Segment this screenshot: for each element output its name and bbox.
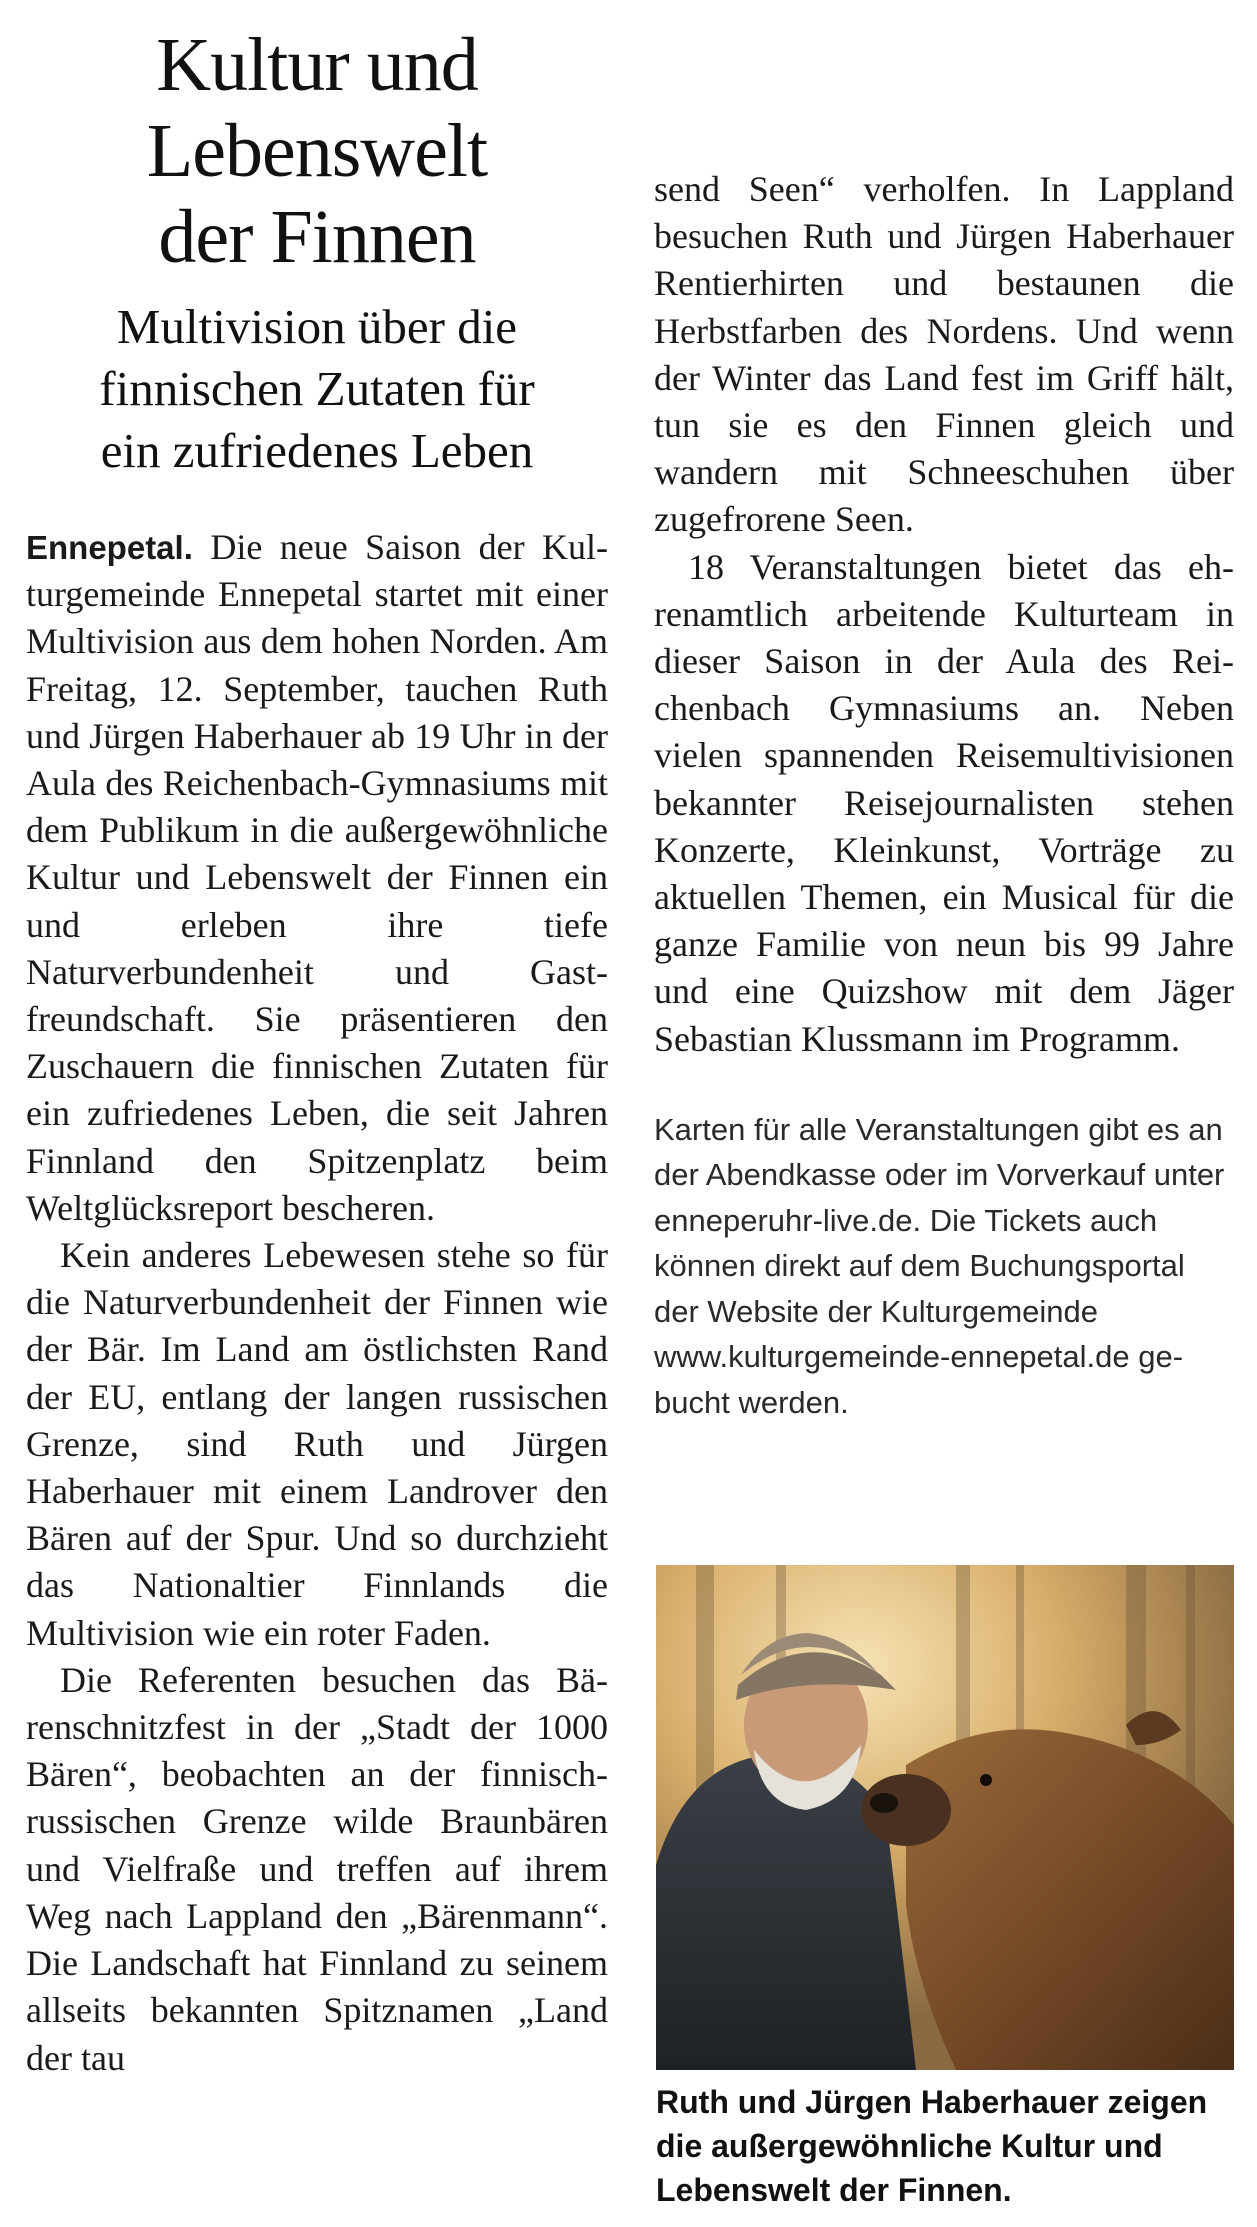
photo-illustration: [656, 1565, 1234, 2070]
article-body-left: [26, 524, 608, 2082]
dateline: Ennepetal.: [26, 529, 193, 566]
headline-line-3: der Finnen: [158, 195, 476, 279]
photo-caption: Ruth und Jürgen Haberhauer zeigen die außergewöhnliche Kultur und Lebenswelt der Finnen.: [656, 2084, 1208, 2208]
headline-line-1: Kultur und: [156, 23, 478, 107]
subheadline-line-3: ein zufriedenes Leben: [100, 423, 534, 478]
ticket-info: Karten für alle Veranstaltungen gibt es an der Abendkasse oder im Vorverkauf unter enneperuhr-live.de. Die Tickets auch können direkt auf dem Buchungsportal der Website der Kulturgemeinde www.kulturgemeinde-ennepetal.de gebucht werden.: [654, 1111, 1225, 1420]
subheadline-line-1: Multivision über die: [116, 299, 518, 354]
paragraph-1-text: Die neue Saison der Kulturgemeinde Ennepetal startet mit einer Multivision aus dem hohen Norden. Am Freitag, 12. September, tauchen Ruth und Jürgen Haberhauer ab 19 Uhr in der Aula des Reichenbach-Gymnasiums mit dem Publikum in die außergewöhnliche Kultur und Lebenswelt der Finnen ein und erleben ihre tiefe Naturverbundenheit und Gastfreundschaft. Sie präsentieren den Zuschauern die finnischen Zutaten für ein zufriedenes Leben, die seit Jahren Finnland den Spitzenplatz beim Weltglücksreport bescheren.: [26, 527, 609, 1228]
paragraph-3: Die Referenten besuchen das Bärenschnitzfest in der „Stadt der 1000 Bären“, beobachten an der finnisch-russischen Grenze wilde Braunbären und Vielfraße und treffen auf ihrem Weg nach Lappland den „Bärenmann“. Die Landschaft hat Finnland zu seinem allseits bekannten Spitznamen „Land der tau: [26, 1659, 608, 2078]
right-column: [654, 166, 1234, 1425]
headline-line-2: Lebenswelt: [146, 109, 488, 193]
paragraph-2: Kein anderes Lebewesen stehe so für die Naturverbundenheit der Finnen wie der Bär. Im Land am östlichsten Rand der EU, entlang der langen russischen Grenze, sind Ruth und Jürgen Haberhauer mit einem Landrover den Bären auf der Spur. Und so durchzieht das Nationaltier Finnlands die Multivision wie ein roter Faden.: [26, 1235, 608, 1653]
paragraph-1: [26, 524, 608, 1232]
left-column: [26, 0, 608, 2082]
subheadline-line-2: finnischen Zutaten für: [99, 361, 535, 416]
paragraph-3-continued: send Seen“ verholfen. In Lappland besuchen Ruth und Jürgen Haberhauer Rentierhirten und bestaunen die Herbstfarben des Nordens. Und wenn der Winter das Land fest im Griff hält, tun sie es den Finnen gleich und wandern mit Schneeschuhen über zugefrorene Seen.: [654, 169, 1234, 540]
subheadline: [26, 296, 608, 482]
article-body-right: [654, 166, 1234, 1063]
headline: [26, 22, 608, 280]
man-kissing-bear-photo: [656, 1565, 1234, 2070]
paragraph-4: 18 Veranstaltungen bietet das ehrenamtlich arbeitende Kulturteam in dieser Saison in der Aula des Reichenbach Gymnasiums an. Neben vielen spannenden Reisemultivisionen bekannter Reisejournalisten stehen Konzerte, Kleinkunst, Vorträge zu aktuellen Themen, ein Musical für die ganze Familie von neun bis 99 Jahre und eine Quizshow mit dem Jäger Sebastian Klussmann im Programm.: [654, 546, 1234, 1059]
